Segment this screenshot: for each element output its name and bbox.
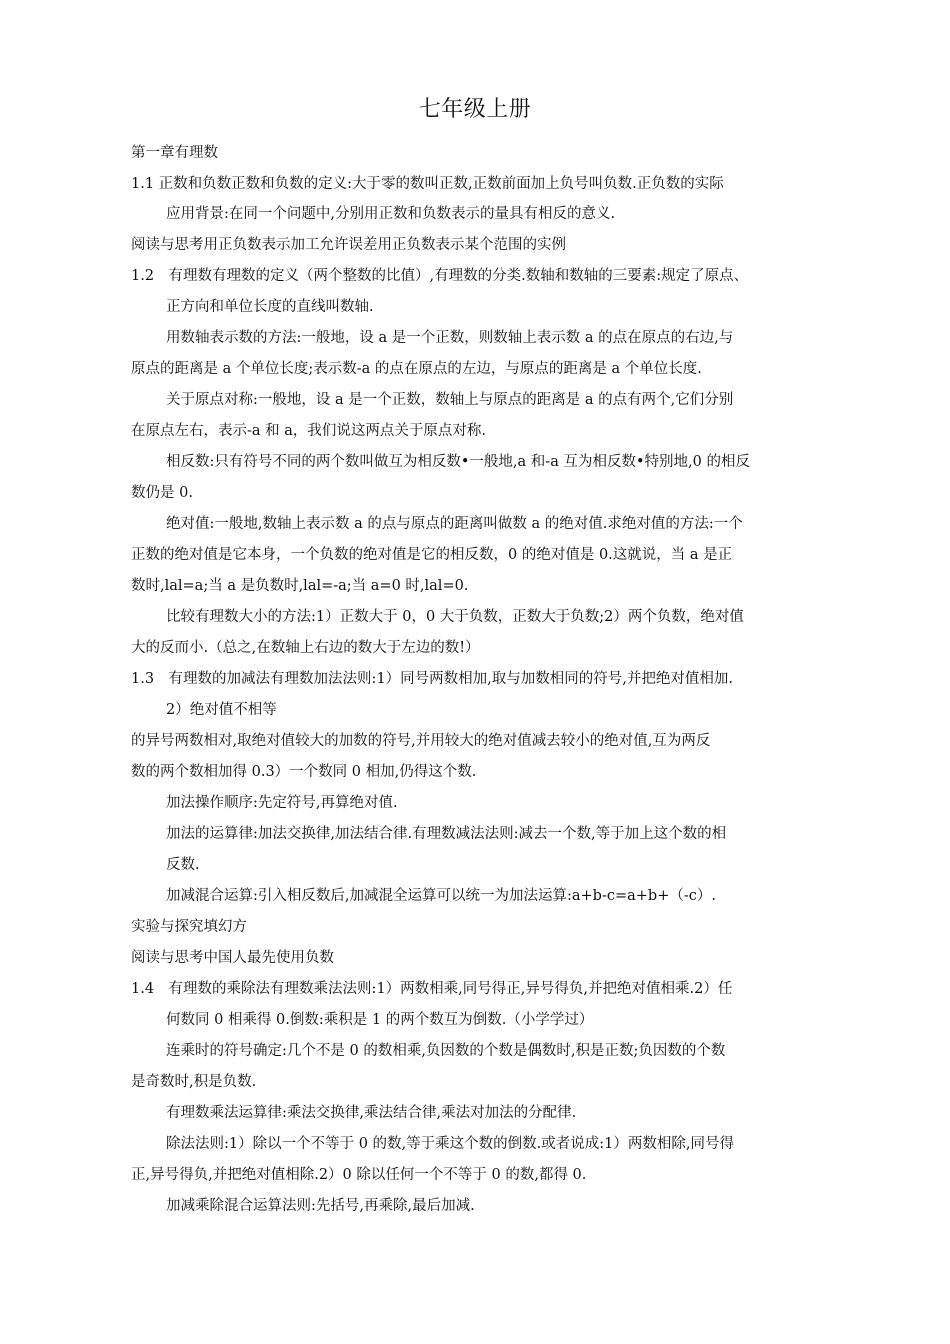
- text-line: 除法法则:1）除以一个不等于 0 的数,等于乘这个数的倒数.或者说成:1）两数相除,同号得: [166, 1136, 734, 1152]
- text-line: 关于原点对称:一般地，设 a 是一个正数，数轴上与原点的距离是 a 的点有两个,它们分别: [166, 392, 734, 408]
- text-line: 加减混合运算:引入相反数后,加减混全运算可以统一为加法运算:a+b-c=a+b+（-c）.: [166, 888, 716, 904]
- text-line: 实验与探究填幻方: [131, 919, 247, 935]
- text-line: 1.1 正数和负数正数和负数的定义:大于零的数叫正数,正数前面加上负号叫负数.正负数的实际: [131, 176, 724, 192]
- text-line: 绝对值:一般地,数轴上表示数 a 的点与原点的距离叫做数 a 的绝对值.求绝对值的方法:一个: [166, 516, 743, 532]
- text-line: 加法操作顺序:先定符号,再算绝对值.: [166, 795, 398, 811]
- page-title: 七年级上册: [418, 97, 532, 122]
- text-line: 大的反而小.（总之,在数轴上右边的数大于左边的数!）: [131, 640, 480, 656]
- text-line: 连乘时的符号确定:几个不是 0 的数相乘,负因数的个数是偶数时,积是正数;负因数的个数: [166, 1043, 726, 1059]
- text-line: 在原点左右，表示-a 和 a，我们说这两点关于原点对称.: [131, 423, 487, 439]
- text-line: 数时,lal=a;当 a 是负数时,lal=-a;当 a=0 时,lal=0.: [131, 578, 469, 594]
- text-line: 阅读与思考用正负数表示加工允许误差用正负数表示某个范围的实例: [131, 237, 566, 253]
- text-line: 阅读与思考中国人最先使用负数: [131, 950, 334, 966]
- text-line: 反数.: [166, 857, 200, 873]
- text-line: 加法的运算律:加法交换律,加法结合律.有理数减法法则:减去一个数,等于加上这个数的相: [166, 826, 727, 842]
- text-line: 用数轴表示数的方法:一般地，设 a 是一个正数，则数轴上表示数 a 的点在原点的右边,与: [166, 330, 734, 346]
- text-line: 数的两个数相加得 0.3）一个数同 0 相加,仍得这个数.: [131, 764, 477, 780]
- text-line: 1.2 有理数有理数的定义（两个整数的比值）,有理数的分类.数轴和数轴的三要素:规定了原点、: [131, 268, 749, 284]
- text-line: 1.4 有理数的乘除法有理数乘法法则:1）两数相乘,同号得正,异号得负,并把绝对值相乘.2）任: [131, 981, 733, 997]
- chapter-heading: 第一章有理数: [131, 145, 218, 161]
- text-line: 的异号两数相对,取绝对值较大的加数的符号,并用较大的绝对值减去较小的绝对值,互为两反: [131, 733, 711, 749]
- text-line: 数仍是 0.: [131, 485, 193, 501]
- text-line: 何数同 0 相乘得 0.倒数:乘积是 1 的两个数互为倒数.（小学学过）: [166, 1012, 594, 1028]
- text-line: 2）绝对值不相等: [166, 702, 277, 718]
- text-line: 相反数:只有符号不同的两个数叫做互为相反数•一般地,a 和-a 互为相反数•特别地,0 的相反: [166, 454, 750, 470]
- text-line: 1.3 有理数的加减法有理数加法法则:1）同号两数相加,取与加数相同的符号,并把绝对值相加.: [131, 671, 733, 687]
- text-line: 比较有理数大小的方法:1）正数大于 0，0 大于负数，正数大于负数;2）两个负数，绝对值: [166, 609, 744, 625]
- text-line: 正,异号得负,并把绝对值相除.2）0 除以任何一个不等于 0 的数,都得 0.: [131, 1167, 587, 1183]
- text-line: 加减乘除混合运算法则:先括号,再乘除,最后加减.: [166, 1198, 475, 1214]
- text-line: 有理数乘法运算律:乘法交换律,乘法结合律,乘法对加法的分配律.: [166, 1105, 577, 1121]
- text-line: 应用背景:在同一个问题中,分别用正数和负数表示的量具有相反的意义.: [166, 206, 616, 222]
- text-line: 正方向和单位长度的直线叫数轴.: [166, 299, 374, 315]
- text-line: 是奇数时,积是负数.: [131, 1074, 257, 1090]
- text-line: 原点的距离是 a 个单位长度;表示数-a 的点在原点的左边，与原点的距离是 a 个单位长度.: [131, 361, 702, 377]
- text-line: 正数的绝对值是它本身，一个负数的绝对值是它的相反数，0 的绝对值是 0.这就说，当 a 是正: [131, 547, 733, 563]
